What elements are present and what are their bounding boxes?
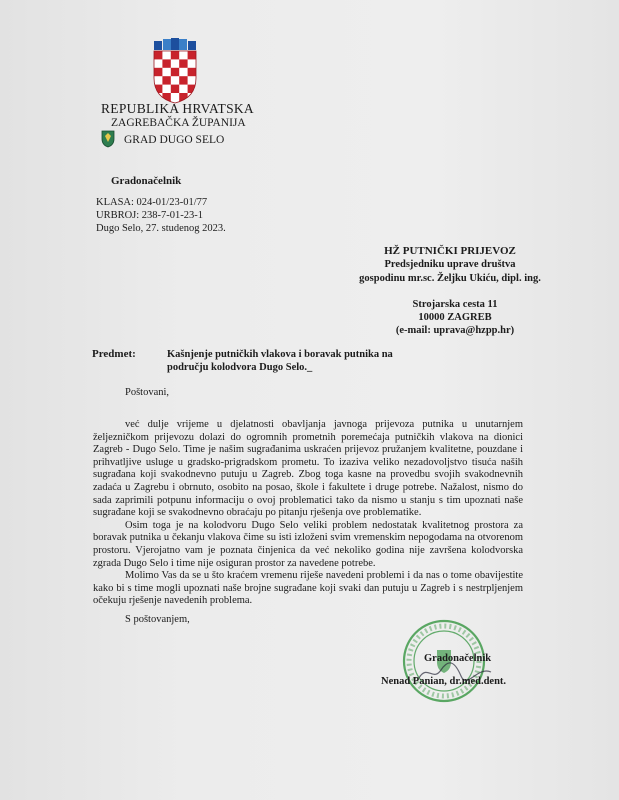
- country-heading: REPUBLIKA HRVATSKA: [101, 101, 254, 116]
- salutation: Poštovani,: [125, 387, 170, 398]
- subject-label: Predmet:: [92, 348, 136, 360]
- office-heading: Gradonačelnik: [111, 175, 182, 187]
- subject-text: [167, 348, 447, 374]
- subject-line-1: Kašnjenje putničkih vlakova i boravak putnika na: [167, 349, 393, 360]
- urbroj-line: URBROJ: 238-7-01-23-1: [96, 210, 204, 221]
- closing: S poštovanjem,: [125, 614, 190, 625]
- reference-block: [96, 196, 226, 235]
- letter-body: [93, 419, 523, 608]
- klasa-line: KLASA: 024-01/23-01/77: [96, 197, 208, 208]
- recipient-email: (e-mail: uprava@hzpp.hr): [395, 325, 515, 336]
- recipient-name: gospodinu mr.sc. Željku Ukiću, dipl. ing.: [359, 273, 541, 284]
- body-paragraph-3: Molimo Vas da se u što kraćem vremenu riješe navedeni problemi i da nas o tome obavijestite kako bi s time mogli upoznati naše brojne sugrađane koji svaki dan putuju u Zagreb i s nestrpljenjem očekuju rješenje navedenih problema.: [93, 570, 523, 607]
- date-line: Dugo Selo, 27. studenog 2023.: [96, 223, 226, 234]
- recipient-address: [380, 298, 530, 337]
- recipient-block: [350, 244, 550, 286]
- city-heading: GRAD DUGO SELO: [124, 134, 225, 146]
- signature-name: Nenad Panian, dr.med.dent.: [381, 676, 507, 687]
- county-heading: ZAGREBAČKA ŽUPANIJA: [111, 117, 246, 129]
- recipient-org: HŽ PUTNIČKI PRIJEVOZ: [384, 245, 516, 257]
- recipient-city: 10000 ZAGREB: [418, 312, 492, 323]
- recipient-role: Predsjedniku uprave društva: [384, 259, 516, 270]
- signature-title: Gradonačelnik: [424, 653, 492, 664]
- subject-line-2: području kolodvora Dugo Selo._: [167, 362, 313, 373]
- city-emblem-icon: [101, 130, 115, 148]
- body-paragraph-2: Osim toga je na kolodvoru Dugo Selo veliki problem nedostatak kvalitetnog prostora za boravak putnika u čekanju vlakova čime su isti izloženi svim vremenskim nepogodama na otvorenom prostoru. Vjerojatno vam je poznata činjenica da već nekoliko godina nije završena kolodvorska zgrada Dugo Selo i time nije osiguran prostor za navedene potrebe.: [93, 519, 523, 569]
- recipient-street: Strojarska cesta 11: [412, 299, 498, 310]
- coat-of-arms-icon: [150, 38, 200, 104]
- body-paragraph-1: već dulje vrijeme u djelatnosti obavljanja javnoga prijevoza putnika u unutarnjem željezničkom prijevozu dolazi do ogromnih prometnih poremećaja putničkih vlakova na dionici Zagreb - Dugo Selo. Time je našim sugrađanima uskraćen prijevoz pružanjem kvalitetne, pouzdane i prihvatljive usluge u gradsko-prigradskom prometu. To izaziva veliko nezadovoljstvo tisuća naših sugrađana koji svakodnevno putuju u Zagreb. Zbog toga kasne na provedbu svojih svakodnevnih zadaća u Zagrebu i obrnuto, osobito na posao, škole i fakultete i druge potrebe. Nažalost, nismo do sada zaprimili potpunu informaciju o ovoj problematici tako da nismo u stanju s tim upoznati naše sugrađane koji se svakodnevno obraćaju po pitanju rješenja ove problematike.: [93, 419, 523, 519]
